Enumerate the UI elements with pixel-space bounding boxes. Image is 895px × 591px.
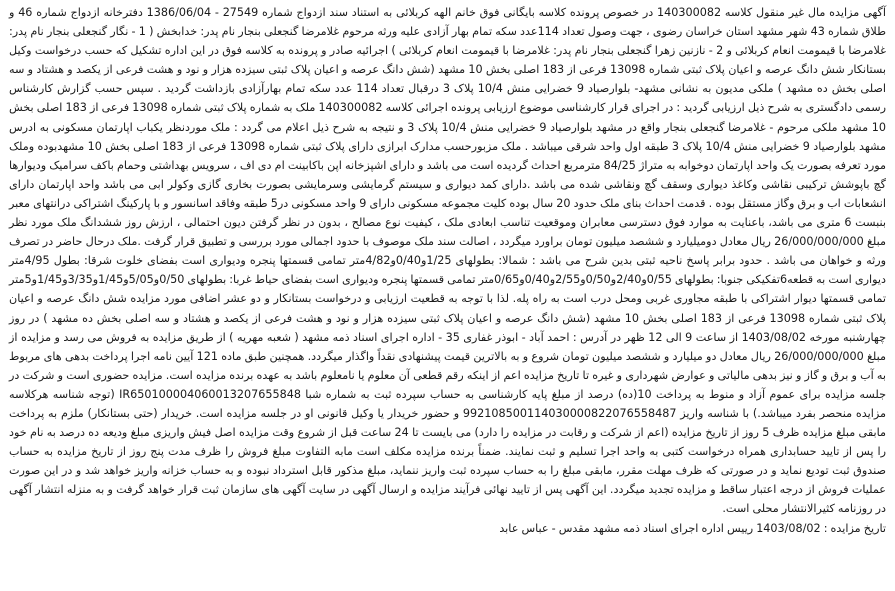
notice-closing: تاریخ مزایده : 1403/08/02 رییس اداره اجرای اسناد ذمه مشهد مقدس - عباس عابد xyxy=(499,521,886,535)
notice-body: آگهی مزایده مال غیر منقول کلاسه 140300082 در خصوص پرونده کلاسه بایگانی فوق خانم الهه کربلائی به استناد سند ازدواج شماره 27549 - 1386/06/04 دفترخانه ازدواج شماره 46 و طلاق شماره 43 شهر مشهد استان خراسان رضوی ، جهت وصول تعداد 114عدد سکه تمام بهار آزادی علیه ورثه مرحوم غلامرضا گنجعلی بنجار نام پدر: خدابخش ( 1 - نگار گنجعلی بنجار نام پدر: غلامرضا با قیمومت انعام کربلائی و 2 - نازنین زهرا گنجعلی بنجار نام پدر: غلامرضا با قیمومت انعام کربلائی ) اجرائیه صادر و پرونده به کلاسه فوق در این اداره تشکیل که حسب درخواست وکیل بستانکار شش دانگ عرصه و اعیان پلاک ثبتی شماره 13098 فرعی از 183 اصلی بخش 10 مشهد (شش دانگ عرصه و اعیان پلاک ثبتی سیزده هزار و نود و هشت فرعی از یکصد و هشتاد و سه اصلی بخش ده مشهد ) ملکی مدیون به نشانی مشهد- بلوارصیاد 9 خضرایی منش 10/4 پلاک 3 درقبال تعداد 114 عدد سکه تمام بهارآزادی بازداشت گردید . سپس حسب گزارش کارشناس رسمی دادگستری به شرح ذیل ارزیابی گردید : در اجرای قرار کارشناسی موضوع ارزیابی پرونده اجرائی کلاسه 140300082 ملک به شماره پلاک ثبتی شماره 13098 فرعی از 183 اصلی بخش 10 مشهد ملکی مرحوم - غلامرضا گنجعلی بنجار واقع در مشهد بلوارصیاد 9 خضرایی منش 10/4 پلاک 3 و نتیجه به شرح ذیل اعلام می گردد : ملک موردنظر یکباب اپارتمان مسکونی به ادرس مشهد بلوارصیاد 9 خضرایی منش 10/4 پلاک 3 طبقه اول واحد شرقی میباشد . ملک مزبورحسب مدارک ابرازی دارای پلاک ثبتی شماره 13098 فرعی از 183 اصلی بخش 10 مشهدبوده وملک مورد تعرفه بصورت یک واحد اپارتمان دوخوابه به متراژ 84/25 مترمربع احداث گردیده است می باشد و دارای اشپزخانه اپن باکابینت ام دی اف ، سرویس بهداشتی وحمام باکف سرامیک ودیوارها گچ باپوشش ترکیبی نقاشی وکاغذ دیواری وسقف گچ ونقاشی شده می باشد .دارای کمد دیواری و سیستم گرمایشی وسرمایشی بصورت بخاری گازی وکولر ابی می باشد واحد اپارتمان دارای انشعابات اب و برق وگاز مستقل بوده . قدمت احداث بنای ملک حدود 20 سال بوده کلیت مجموعه مسکونی دارای 9 واحد مسکونی در5 طبقه وفاقد اسانسور و با پارکینگ اشتراکی درانتهای معبر بنبست 6 متری می باشد، باعنایت به موارد فوق دسترسی معابران وموقعیت تناسب ابعادی ملک ، کیفیت نوع مصالح ، بدون در نظر گرفتن دیون احتمالی ، ارزش روز ششدانگ ملک مورد نظر مبلغ 26/000/000/000 ریال معادل دومیلیارد و ششصد میلیون تومان براورد میگردد ، اصالت سند ملک موصوف با حدود اجمالی مورد بررسی و تطبیق قرار گرفت .ملک درحال حاضر در تصرف ورثه و خواهان می باشد . حدود برابر پاسخ ناحیه ثبتی بدین شرح می باشد : شمالا: بطولهای 1/25و0/40و4/82متر تمامی قسمتها پنجره ودیواری است بفضای خلوت شرقا: بطول 4/95متر دیواری است به قطعه6تفکیکی جنوبا: بطولهای 0/55و2/40و0/50و2/55و0/40و0/65متر تمامی قسمتها پنجره ودیواری است بفضای حیاط غربا: بطولهای 0/50و5/05و1/45و3/35و1/45و5متر تمامی قسمتها دیوار اشتراکی با طبقه مجاوری غربی ومحل درب است به راه پله. لذا با توجه به قطعیت ارزیابی و درخواست بستانکار و دو عشر اضافی مورد مزایده شش دانگ عرصه و اعیان پلاک ثبتی شماره 13098 فرعی از 183 اصلی بخش 10 مشهد (شش دانگ عرصه و اعیان پلاک ثبتی سیزده هزار و نود و هشت فرعی از یکصد و هشتاد و سه اصلی بخش ده مشهد ) در روز چهارشنبه مورخه 1403/08/02 از ساعت 9 الی 12 ظهر در آدرس : احمد آباد - ابوذر غفاری 35 - اداره اجرای اسناد ذمه مشهد ( شعبه مهریه ) از طریق مزایده به فروش می رسد و مزایده از مبلغ 26/000/000/000 ریال معادل دو میلیارد و ششصد میلیون تومان شروع و به بالاترین قیمت پیشنهادی نقداً واگذار میگردد. همچنین طبق ماده 121 آیین نامه اجرا پرداخت بدهی های مربوط به آب و برق و گاز و نیز بدهی مالیاتی و عوارض شهرداری و غیره تا تاریخ مزایده اعم از اینکه رقم قطعی آن معلوم یا نامعلوم باشد به عهده برنده مزایده است. مزایده حضوری است و شرکت در جلسه مزایده برای عموم آزاد و منوط به پرداخت 10(ده) درصد از مبلغ پایه کارشناسی به حساب سپرده ثبت به شماره شبا IR650100004060013207655848 (توجه شناسه هرکلاسه مزایده منحصر بفرد میباشد.) با شناسه واریز 992108500114030000822076558487 و حضور خریدار یا وکیل قانونی او در جلسه مزایده است. خریدار (حتی بستانکار) ملزم به پرداخت مابقی مبلغ مزایده ظرف 5 روز از تاریخ مزایده (اعم از شرکت و رقابت در مزایده را دارد) می بایست تا 24 ساعت قبل از شروع وقت مزایده اصل فیش واریزی مبلغ ودیعه ده درصد به نام خود را پس از تایید حسابداری همراه درخواست کتبی به واحد اجرا تسلیم و ثبت نمایند. ضمناً برنده مزایده مکلف است مابه التفاوت مبلغ فروش را ظرف مدت پنج روز از تاریخ مزایده به حساب صندوق ثبت تودیع نماید و در صورتی که ظرف مهلت مقرر، مابقی مبلغ را به حساب سپرده ثبت واریز ننماید، مبلغ مذکور قابل استرداد نبوده و به حساب خزانه واریز خواهد شد و در این صورت عملیات فروش از درجه اعتبار ساقط و مزایده تجدید میگردد. این آگهی پس از تایید نهائی فرآیند مزایده و ارسال آگهی در سایت آگهی های سازمان ثبت قرار خواهد گرفت و به منزله انتشار آگهی در روزنامه کثیرالانتشار محلی است. xyxy=(9,6,887,516)
